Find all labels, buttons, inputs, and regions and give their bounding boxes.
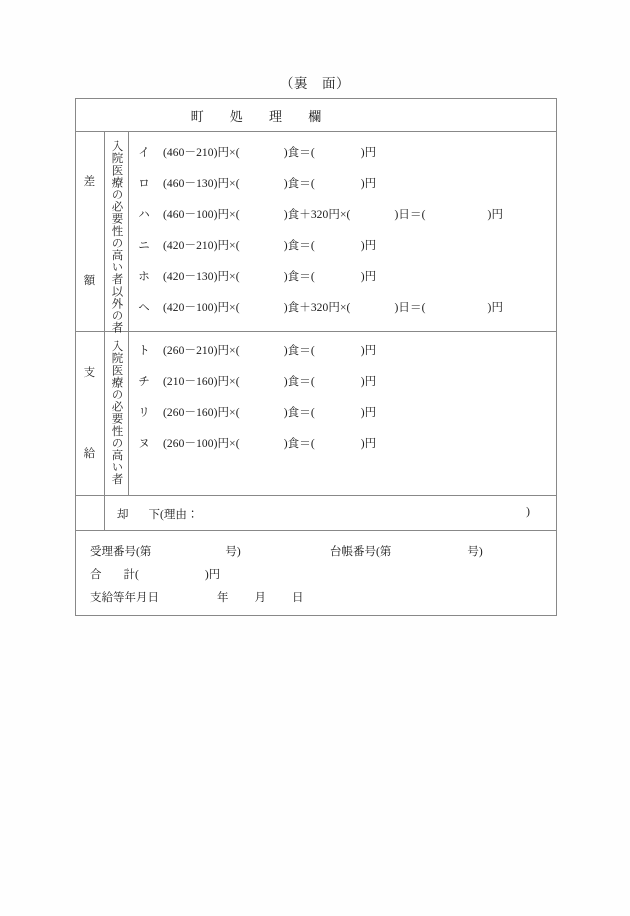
formula-row <box>129 144 556 162</box>
row-formula <box>163 435 376 451</box>
side-label-sagaku <box>76 132 105 331</box>
formula-tail: )円 <box>360 345 377 357</box>
row-marker: チ <box>138 376 150 388</box>
formula-list-block-a <box>129 132 556 331</box>
row-formula <box>163 206 503 222</box>
formula-base: (260－160)円×( <box>163 407 240 419</box>
row-formula <box>163 237 376 253</box>
side-char-shi: 支 <box>83 366 97 379</box>
header-char-machi: 町 <box>190 109 204 124</box>
row-formula <box>163 175 376 191</box>
side-char-sa: 差 <box>83 175 97 188</box>
formula-tail: )円 <box>360 178 377 190</box>
category-text-block-b: 入院医療の必要性の高い者 <box>110 340 123 486</box>
ledger-number-label: 台帳番号(第 <box>330 546 392 558</box>
acceptance-number-suffix: 号) <box>225 546 241 558</box>
side-label-shikyu <box>76 332 105 495</box>
total-suffix: )円 <box>204 569 221 581</box>
reject-row <box>76 496 556 531</box>
formula-tail: )円 <box>360 407 377 419</box>
formula-row <box>129 237 556 255</box>
table-header-row <box>76 99 556 132</box>
formula-mid: )食＝( <box>283 271 315 283</box>
side-char-kyu: 給 <box>83 448 97 461</box>
reject-row-spacer <box>76 496 105 530</box>
formula-mid: )食＝( <box>283 240 315 252</box>
row-formula <box>163 342 376 358</box>
total-amount-field <box>90 566 220 582</box>
month-label: 月 <box>254 592 266 604</box>
formula-row <box>129 206 556 224</box>
formula-extra: )日＝( <box>394 302 426 314</box>
payment-date-label: 支給等年月日 <box>90 592 159 604</box>
formula-base: (460－130)円×( <box>163 178 240 190</box>
payment-date-field <box>90 589 304 605</box>
block-shikyu <box>76 332 556 496</box>
reject-label <box>117 506 198 522</box>
formula-base: (420－210)円×( <box>163 240 240 252</box>
formula-mid: )食＝( <box>283 376 315 388</box>
total-label-a: 合 <box>90 569 102 581</box>
formula-row <box>129 404 556 422</box>
formula-tail: )円 <box>360 240 377 252</box>
category-text-block-a: 入院医療の必要性の高い者以外の者 <box>110 140 123 334</box>
row-formula <box>163 299 503 315</box>
sheet-title: （裏 面） <box>280 76 350 91</box>
year-label: 年 <box>217 592 229 604</box>
row-marker: ニ <box>138 240 150 252</box>
ledger-number-field <box>330 543 483 559</box>
row-formula <box>163 404 376 420</box>
formula-tail: )円 <box>487 209 504 221</box>
table-header-title <box>76 106 556 125</box>
row-marker: リ <box>138 407 150 419</box>
formula-tail: )円 <box>360 438 377 450</box>
formula-base: (420－100)円×( <box>163 302 240 314</box>
formula-base: (260－210)円×( <box>163 345 240 357</box>
formula-tail: )円 <box>487 302 504 314</box>
header-char-ran: 欄 <box>308 109 322 124</box>
formula-extra: )日＝( <box>394 209 426 221</box>
formula-row <box>129 342 556 360</box>
formula-mid: )食＝( <box>283 438 315 450</box>
formula-mid: )食＝( <box>283 178 315 190</box>
formula-mid: )食＝( <box>283 407 315 419</box>
formula-base: (460－210)円×( <box>163 147 240 159</box>
formula-base: (420－130)円×( <box>163 271 240 283</box>
block-sagaku <box>76 132 556 332</box>
row-marker: イ <box>138 147 150 159</box>
formula-base: (210－160)円×( <box>163 376 240 388</box>
row-marker: ハ <box>138 209 150 221</box>
row-marker: ロ <box>138 178 150 190</box>
form-table <box>75 98 557 616</box>
formula-row <box>129 268 556 286</box>
formula-base: (460－100)円×( <box>163 209 240 221</box>
row-formula <box>163 373 376 389</box>
row-formula <box>163 268 376 284</box>
formula-mid: )食＋320円×( <box>283 209 351 221</box>
formula-row <box>129 435 556 453</box>
formula-tail: )円 <box>360 147 377 159</box>
total-label-b: 計( <box>123 569 139 581</box>
formula-tail: )円 <box>360 271 377 283</box>
row-marker: ヘ <box>138 302 150 314</box>
formula-list-block-b <box>129 332 556 495</box>
formula-row <box>129 175 556 193</box>
ledger-number-suffix: 号) <box>467 546 483 558</box>
formula-mid: )食＝( <box>283 147 315 159</box>
row-marker: ヌ <box>138 438 150 450</box>
row-marker: ト <box>138 345 150 357</box>
reject-label-a: 却 <box>117 509 129 521</box>
day-label: 日 <box>292 592 304 604</box>
category-label-block-a <box>105 132 129 334</box>
reject-label-b: 下(理由： <box>148 509 199 521</box>
formula-row <box>129 299 556 317</box>
header-char-sho: 処 <box>229 109 243 124</box>
formula-base: (260－100)円×( <box>163 438 240 450</box>
footer-block <box>76 531 556 615</box>
header-char-ri: 理 <box>269 109 283 124</box>
formula-row <box>129 373 556 391</box>
row-marker: ホ <box>138 271 150 283</box>
category-label-block-b <box>105 332 129 495</box>
formula-mid: )食＝( <box>283 345 315 357</box>
formula-tail: )円 <box>360 376 377 388</box>
row-formula <box>163 144 376 160</box>
acceptance-number-label: 受理番号(第 <box>90 546 152 558</box>
acceptance-number-field <box>90 543 241 559</box>
reject-close-paren: ) <box>526 506 530 518</box>
formula-mid: )食＋320円×( <box>283 302 351 314</box>
reject-row-body <box>105 496 556 530</box>
side-char-gaku: 額 <box>83 275 97 288</box>
